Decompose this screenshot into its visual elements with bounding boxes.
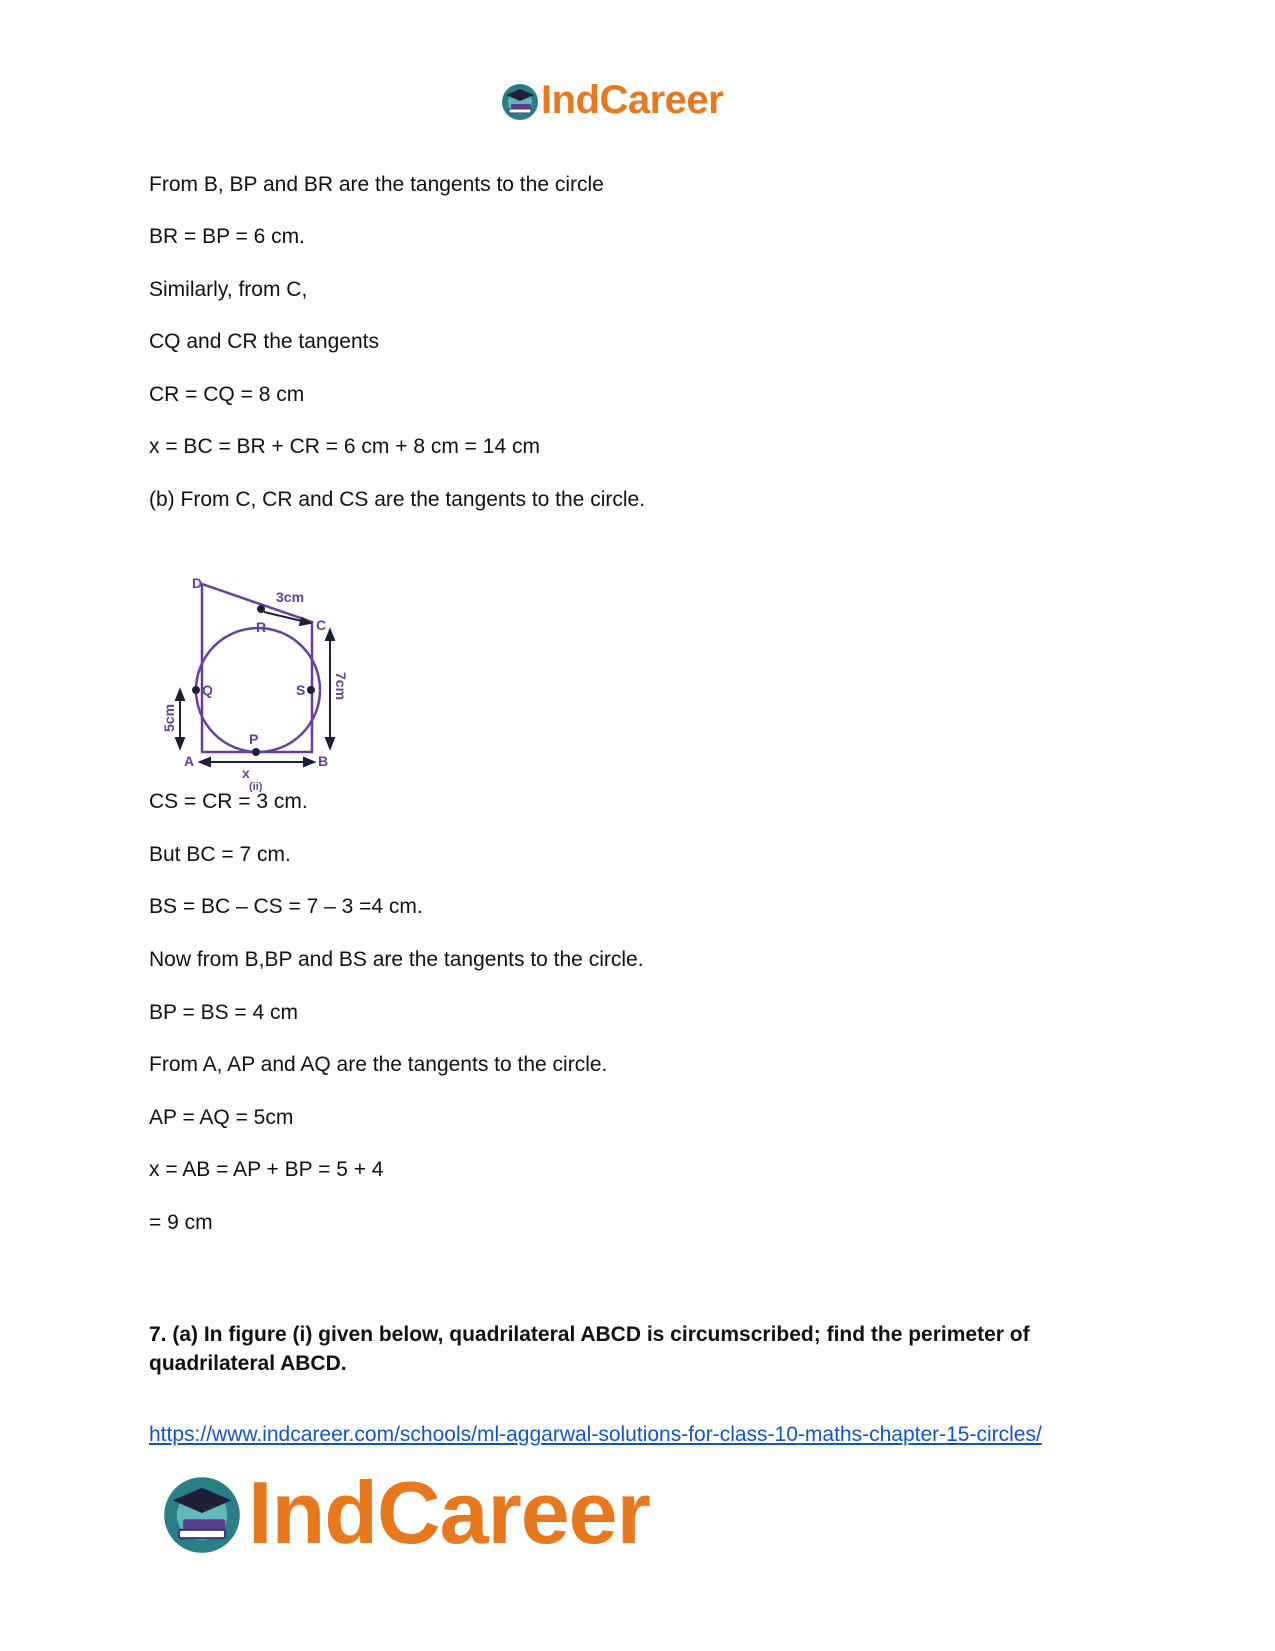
label-3cm: 3cm [276,589,305,605]
label-c: C [316,617,327,633]
source-link[interactable]: https://www.indcareer.com/schools/ml-aggarwal-solutions-for-class-10-maths-chapter-15-circles/ [149,1423,1042,1446]
text-line: AP = AQ = 5cm [149,1106,294,1129]
logo-globe-icon [160,1471,244,1555]
label-a: A [184,753,195,769]
figure-caption: (ii) [249,781,263,792]
label-5cm: 5cm [161,703,177,732]
footer-logo-text: IndCareer [248,1463,650,1562]
label-7cm: 7cm [333,672,349,701]
logo-globe-icon [500,81,540,121]
text-line: Similarly, from C, [149,278,308,301]
header-logo [500,78,723,123]
label-b: B [318,753,329,769]
text-line: Now from B,BP and BS are the tangents to the circle. [149,948,644,971]
text-line: From A, AP and AQ are the tangents to the circle. [149,1053,608,1076]
label-x: x [242,765,250,781]
label-s: S [296,682,306,698]
question-heading: 7. (a) In figure (i) given below, quadrilateral ABCD is circumscribed; find the perimeter of quadrilateral ABCD. [149,1323,1030,1375]
text-line: BR = BP = 6 cm. [149,225,306,248]
text-line: (b) From C, CR and CS are the tangents to the circle. [149,488,646,511]
circle-quadrilateral-figure [150,572,370,792]
label-p: P [249,731,259,747]
text-line: x = BC = BR + CR = 6 cm + 8 cm = 14 cm [149,435,540,458]
footer-logo [160,1462,650,1564]
quadrilateral-abcd [202,584,312,752]
label-d: D [192,575,203,591]
text-line: CS = CR = 3 cm. [149,790,308,813]
label-q: Q [202,682,213,698]
text-line: From B, BP and BR are the tangents to the circle [149,173,604,196]
text-line: BP = BS = 4 cm [149,1001,299,1024]
text-line: CQ and CR the tangents [149,330,379,353]
text-line: But BC = 7 cm. [149,843,291,866]
text-line: = 9 cm [149,1211,213,1234]
text-line: BS = BC – CS = 7 – 3 =4 cm. [149,895,423,918]
text-line: CR = CQ = 8 cm [149,383,305,406]
header-logo-text: IndCareer [541,78,724,122]
label-r: R [256,619,267,635]
text-line: x = AB = AP + BP = 5 + 4 [149,1158,384,1181]
